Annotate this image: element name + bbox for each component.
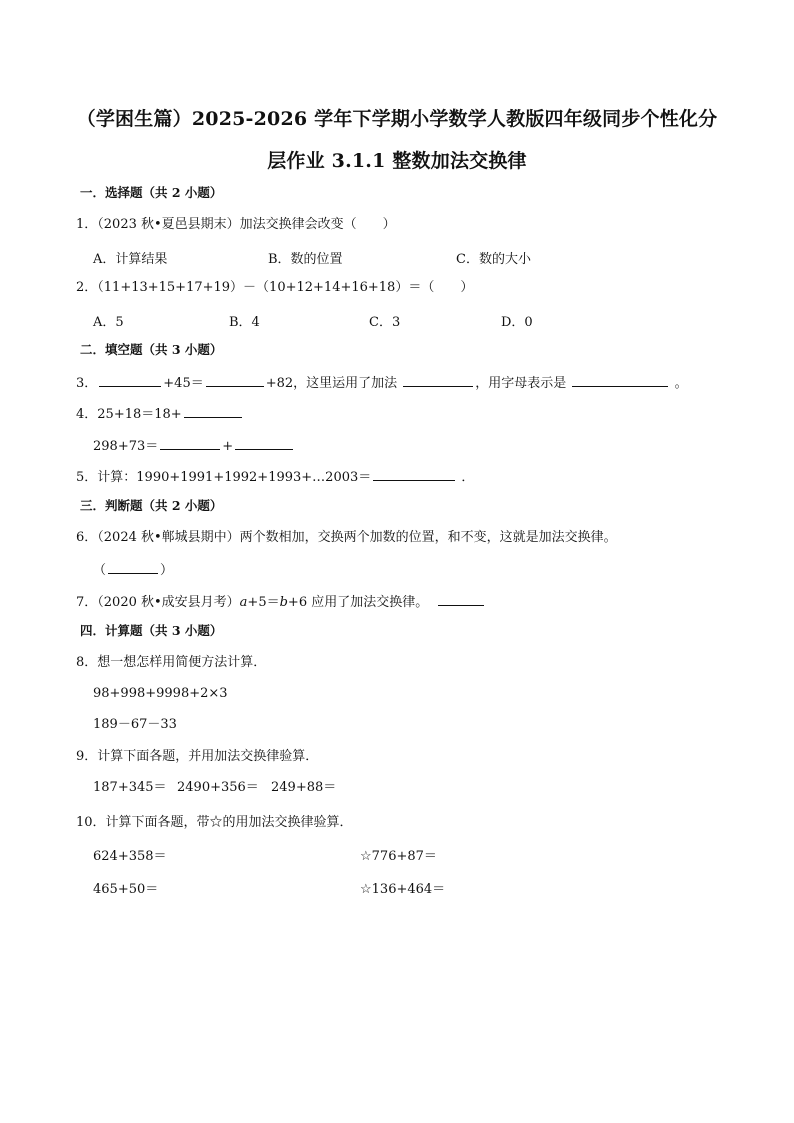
question-1-option-c: C．数的大小 <box>456 252 531 267</box>
question-8-stem: 8．想一想怎样用简便方法计算． <box>76 655 267 670</box>
question-6-stem: 6．（2024 秋•郸城县期中）两个数相加，交换两个加数的位置，和不变，这就是加法交换律。 <box>76 530 617 545</box>
question-7-part-3: +6 应用了加法交换律。 <box>287 595 429 610</box>
question-6-answer <box>93 560 173 580</box>
question-4-part-2: 298+73＝ <box>93 439 159 454</box>
question-2-option-d: D．0 <box>501 315 533 330</box>
question-10-stem: 10．计算下面各题，带☆的用加法交换律验算． <box>76 815 353 830</box>
section-heading-calc: 四．计算题（共 3 小题） <box>80 623 223 638</box>
section-heading-fill: 二．填空题（共 3 小题） <box>80 342 223 357</box>
question-7 <box>76 592 486 612</box>
question-4-part-1: 4．25+18＝18+ <box>76 407 182 422</box>
question-7-var-b: b <box>279 595 288 610</box>
section-heading-choice: 一．选择题（共 2 小题） <box>80 185 223 200</box>
question-3-part-3: +82，这里运用了加法 <box>265 376 398 391</box>
question-3-part-5: 。 <box>674 376 688 391</box>
question-5-blank[interactable] <box>373 467 455 481</box>
question-6-close-paren: ） <box>160 563 174 578</box>
question-7-blank[interactable] <box>438 592 484 606</box>
question-4-line-2 <box>93 436 295 456</box>
question-10-expression-1: 624+358＝ <box>93 849 167 864</box>
title-line-2: 层作业 3.1.1 整数加法交换律 <box>267 150 527 172</box>
question-7-part-1: 7．（2020 秋•成安县月考） <box>76 595 240 610</box>
question-6-blank[interactable] <box>108 560 158 574</box>
question-6-open-paren: （ <box>93 563 107 578</box>
question-4-part-3: + <box>222 439 234 454</box>
question-4-blank-2[interactable] <box>160 436 220 450</box>
question-9-expression-1: 187+345＝ <box>93 780 167 795</box>
section-heading-judge: 三．判断题（共 2 小题） <box>80 498 223 513</box>
question-7-var-a: a <box>239 595 248 610</box>
question-8-expression-1: 98+998+9998+2×3 <box>93 686 228 701</box>
question-9-expression-3: 249+88＝ <box>271 780 337 795</box>
question-2-stem: 2．（11+13+15+17+19）－（10+12+14+16+18）＝（ ） <box>76 280 474 295</box>
question-8-expression-2: 189－67－33 <box>93 717 177 732</box>
question-2-option-b: B．4 <box>229 315 260 330</box>
question-1-option-a: A．计算结果 <box>93 252 168 267</box>
question-5-part-2: ． <box>461 470 475 485</box>
question-3-part-4: ，用字母表示是 <box>475 376 567 391</box>
question-3-blank-3[interactable] <box>403 373 473 387</box>
question-4-blank-1[interactable] <box>184 404 242 418</box>
question-3-part-1: 3． <box>76 376 98 391</box>
question-3-blank-1[interactable] <box>99 373 161 387</box>
question-10-expression-4: ☆136+464＝ <box>360 882 446 897</box>
question-5 <box>76 467 474 487</box>
question-4-blank-3[interactable] <box>235 436 293 450</box>
question-3-part-2: +45＝ <box>163 376 204 391</box>
question-10-expression-3: 465+50＝ <box>93 882 159 897</box>
question-10-expression-2: ☆776+87＝ <box>360 849 437 864</box>
question-7-part-2: +5＝ <box>247 595 280 610</box>
question-5-part-1: 5．计算：1990+1991+1992+1993+…2003＝ <box>76 470 372 485</box>
question-3 <box>76 373 688 393</box>
title-line-1: （学困生篇）2025-2026 学年下学期小学数学人教版四年级同步个性化分 <box>76 108 718 130</box>
question-3-blank-4[interactable] <box>572 373 668 387</box>
question-9-stem: 9．计算下面各题，并用加法交换律验算． <box>76 749 319 764</box>
question-4-line-1 <box>76 404 244 424</box>
question-9-expression-2: 2490+356＝ <box>177 780 259 795</box>
question-2-option-c: C．3 <box>369 315 401 330</box>
question-1-option-b: B．数的位置 <box>268 252 343 267</box>
question-2-option-a: A．5 <box>93 315 124 330</box>
question-3-blank-2[interactable] <box>206 373 264 387</box>
question-1-stem: 1．（2023 秋•夏邑县期末）加法交换律会改变（ ） <box>76 217 396 232</box>
